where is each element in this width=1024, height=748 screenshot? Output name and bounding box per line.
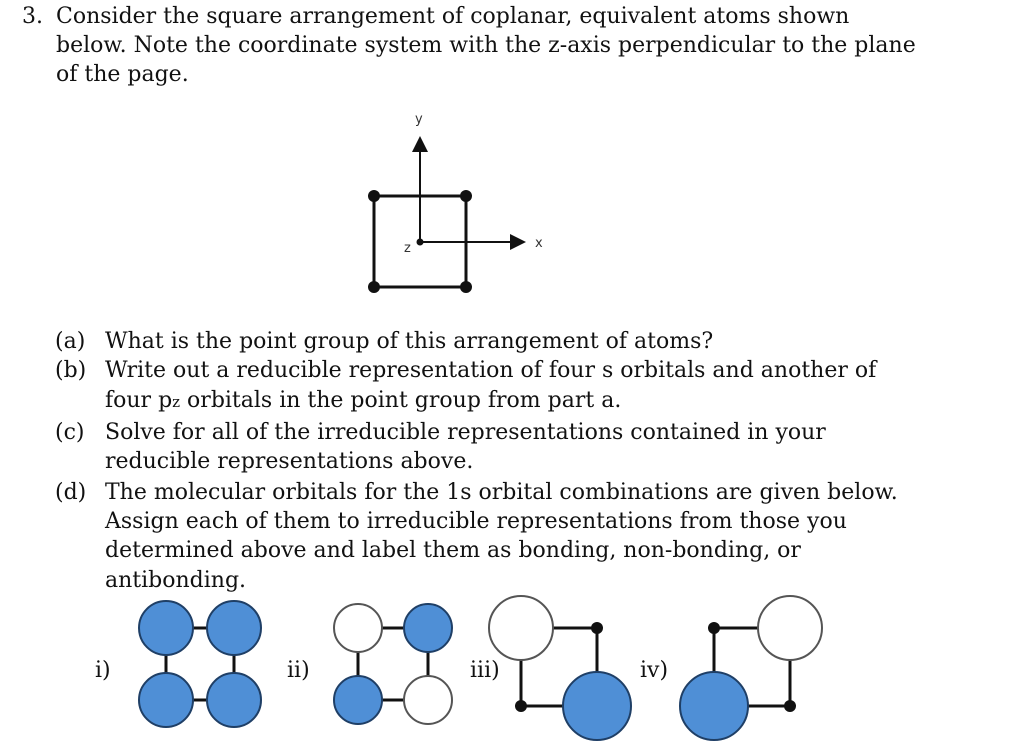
question-line-2: below. Note the coordinate system with the z-axis perpendicular to the plane <box>56 33 916 58</box>
part-d-line-3: determined above and label them as bonding, non-bonding, or <box>105 538 801 563</box>
mo-label-iii: iii) <box>470 658 500 683</box>
part-d-line-1: The molecular orbitals for the 1s orbital combinations are given below. <box>105 480 898 505</box>
part-a-text: What is the point group of this arrangement of atoms? <box>105 329 714 354</box>
part-c-line-1: Solve for all of the irreducible representations contained in your <box>105 420 826 445</box>
mo-diagram-iv <box>680 596 822 740</box>
part-b-line-2 <box>105 386 621 417</box>
part-c-line-2: reducible representations above. <box>105 449 474 474</box>
mo-label-ii: ii) <box>287 658 310 683</box>
part-b-line-1: Write out a reducible representation of four s orbitals and another of <box>105 358 877 383</box>
part-d-line-4: antibonding. <box>105 568 247 593</box>
mo-label-iv: iv) <box>640 658 669 683</box>
atom-top-left <box>368 190 380 202</box>
part-a-label: (a) <box>55 329 86 354</box>
mo-diagram-ii <box>334 604 452 724</box>
x-axis-label: x <box>535 236 543 251</box>
part-c-label: (c) <box>55 420 85 445</box>
atom-bottom-left <box>368 281 380 293</box>
mo-diagram-iii <box>489 596 631 740</box>
mo-label-i: i) <box>95 658 111 683</box>
atom-bottom-right <box>460 281 472 293</box>
atom-top-right <box>460 190 472 202</box>
z-axis-origin <box>417 239 424 246</box>
z-axis-label: z <box>404 241 411 256</box>
question-number: 3. <box>22 4 43 29</box>
part-b-line-2-post: orbitals in the point group from part a. <box>180 388 622 413</box>
part-b-line-2-pre: four p <box>105 388 173 413</box>
part-d-line-2: Assign each of them to irreducible representations from those you <box>105 509 847 534</box>
part-d-label: (d) <box>55 480 87 505</box>
mo-diagram-i <box>139 601 261 727</box>
question-line-1: Consider the square arrangement of coplanar, equivalent atoms shown <box>56 4 850 29</box>
question-line-3: of the page. <box>56 62 189 87</box>
part-b-label: (b) <box>55 358 87 383</box>
y-axis-label: y <box>415 112 423 127</box>
part-b-subscript: z <box>172 393 181 411</box>
